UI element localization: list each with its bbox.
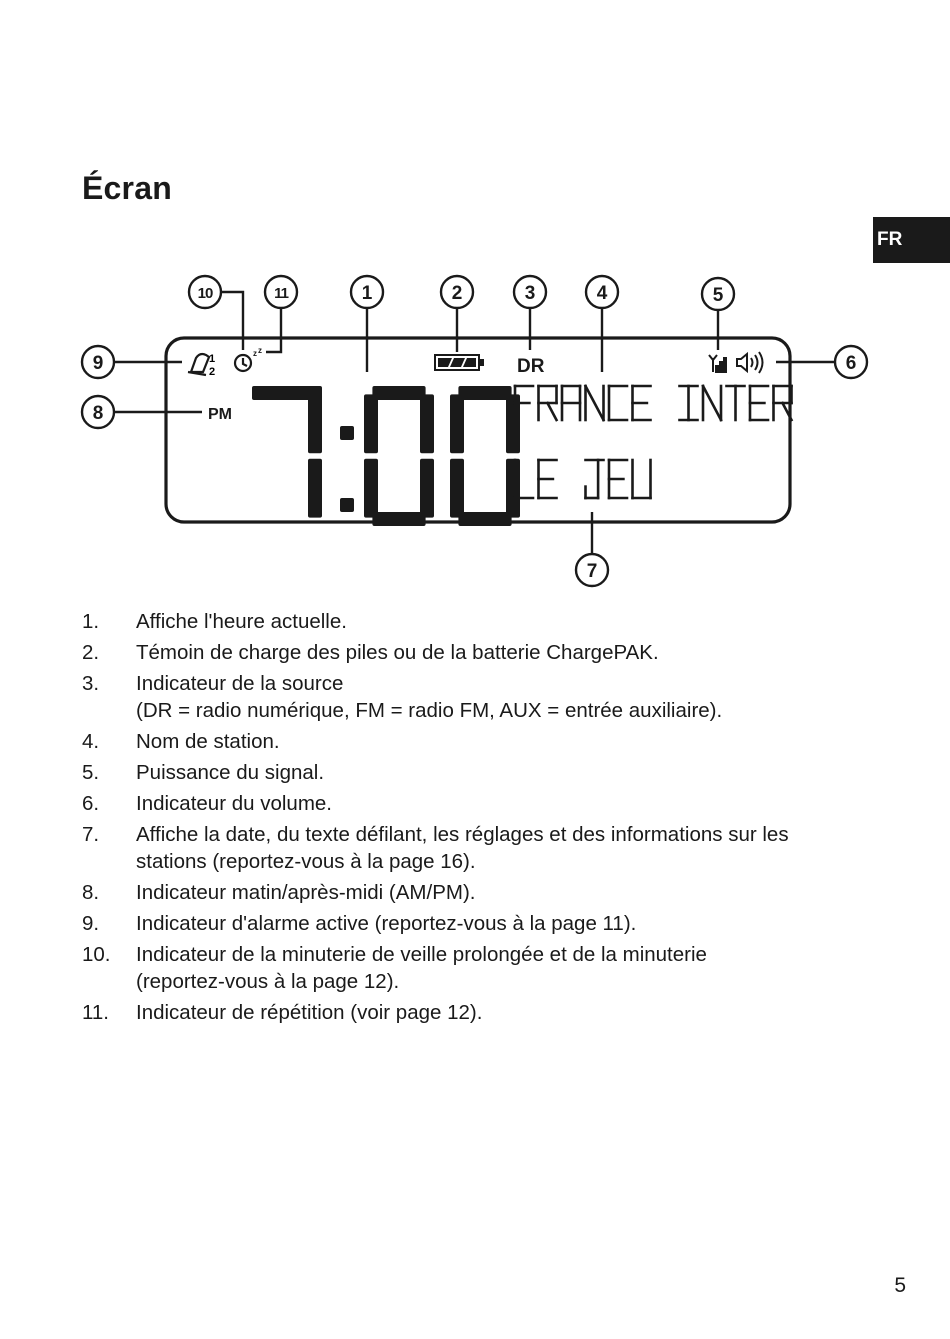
list-item-text xyxy=(136,670,862,724)
list-item-text xyxy=(136,910,862,937)
list-item xyxy=(82,821,862,875)
alarm-bell-icon xyxy=(188,354,209,375)
language-tab: FR xyxy=(873,217,950,263)
pm-indicator: PM xyxy=(208,406,232,423)
list-item xyxy=(82,910,862,937)
callout-markers xyxy=(82,276,867,586)
list-item-text xyxy=(136,941,862,995)
legend-list xyxy=(82,608,862,1030)
svg-text:4: 4 xyxy=(596,283,608,304)
alarm-sub-2: 2 xyxy=(209,366,216,378)
source-label: DR xyxy=(517,356,545,377)
page-title: Écran xyxy=(82,170,172,206)
list-item-text xyxy=(136,999,862,1026)
lcd-screen-diagram xyxy=(0,260,950,600)
alarm-sub-1: 1 xyxy=(209,353,216,365)
list-item-number: 4. xyxy=(82,730,100,753)
list-item-number: 10. xyxy=(82,943,111,966)
sleep-timer-clock-icon xyxy=(235,355,251,371)
svg-text:10: 10 xyxy=(197,285,213,302)
list-item xyxy=(82,639,862,666)
svg-text:11: 11 xyxy=(274,285,288,302)
list-item xyxy=(82,670,862,724)
list-item-number: 9. xyxy=(82,912,100,935)
svg-text:z: z xyxy=(253,349,257,358)
svg-text:7: 7 xyxy=(586,561,598,582)
svg-text:5: 5 xyxy=(712,285,724,306)
list-item-text xyxy=(136,759,862,786)
callout-3 xyxy=(514,276,546,308)
page-number: 5 xyxy=(894,1274,906,1297)
list-item-line: Indicateur de la minuterie de veille prolongée et de la minuterie xyxy=(136,943,707,966)
list-item-line: Puissance du signal. xyxy=(136,761,325,784)
list-item-text xyxy=(136,728,862,755)
callout-9 xyxy=(82,346,114,378)
list-item-line: Témoin de charge des piles ou de la batterie ChargePAK. xyxy=(136,641,659,664)
list-item-line: Indicateur de la source xyxy=(136,672,344,695)
info-text-line xyxy=(515,460,651,498)
svg-text:2: 2 xyxy=(451,283,463,304)
signal-strength-icon xyxy=(709,355,726,372)
list-item xyxy=(82,759,862,786)
clock-display xyxy=(252,386,520,526)
list-item-number: 8. xyxy=(82,881,100,904)
list-item-line: Indicateur matin/après-midi (AM/PM). xyxy=(136,881,476,904)
battery-icon xyxy=(435,355,484,370)
list-item-number: 7. xyxy=(82,823,100,846)
list-item-line: (DR = radio numérique, FM = radio FM, AUX = entrée auxiliaire). xyxy=(136,699,723,722)
svg-text:6: 6 xyxy=(845,353,857,374)
list-item xyxy=(82,790,862,817)
callout-4 xyxy=(586,276,618,308)
volume-icon xyxy=(737,352,763,373)
svg-text:3: 3 xyxy=(524,283,536,304)
callout-5 xyxy=(702,278,734,310)
list-item-number: 6. xyxy=(82,792,100,815)
list-item xyxy=(82,608,862,635)
station-name-line xyxy=(515,386,792,420)
list-item xyxy=(82,879,862,906)
svg-text:8: 8 xyxy=(92,403,104,424)
callout-10 xyxy=(189,276,221,308)
list-item-line: Indicateur d'alarme active (reportez-vous à la page 11). xyxy=(136,912,637,935)
callout-2 xyxy=(441,276,473,308)
snooze-icon xyxy=(253,346,262,358)
callout-6 xyxy=(835,346,867,378)
list-item-number: 5. xyxy=(82,761,100,784)
list-item-line: Indicateur de répétition (voir page 12). xyxy=(136,1001,483,1024)
callout-8 xyxy=(82,396,114,428)
list-item xyxy=(82,941,862,995)
callout-11 xyxy=(265,276,297,308)
list-item-line: stations (reportez-vous à la page 16). xyxy=(136,850,476,873)
list-item-line: (reportez-vous à la page 12). xyxy=(136,970,400,993)
list-item-number: 11. xyxy=(82,1001,109,1024)
list-item-line: Affiche l'heure actuelle. xyxy=(136,610,347,633)
callout-7 xyxy=(576,554,608,586)
list-item-line: Affiche la date, du texte défilant, les réglages et des informations sur les xyxy=(136,823,789,846)
svg-text:1: 1 xyxy=(361,283,373,304)
list-item-number: 2. xyxy=(82,641,100,664)
list-item-number: 3. xyxy=(82,672,100,695)
list-item-text xyxy=(136,821,862,875)
svg-text:9: 9 xyxy=(92,353,104,374)
list-item xyxy=(82,999,862,1026)
list-item-text xyxy=(136,790,862,817)
list-item-text xyxy=(136,879,862,906)
list-item-number: 1. xyxy=(82,610,100,633)
list-item xyxy=(82,728,862,755)
svg-text:z: z xyxy=(258,346,262,355)
list-item-text xyxy=(136,608,862,635)
callout-1 xyxy=(351,276,383,308)
list-item-line: Nom de station. xyxy=(136,730,280,753)
list-item-line: Indicateur du volume. xyxy=(136,792,333,815)
list-item-text xyxy=(136,639,862,666)
